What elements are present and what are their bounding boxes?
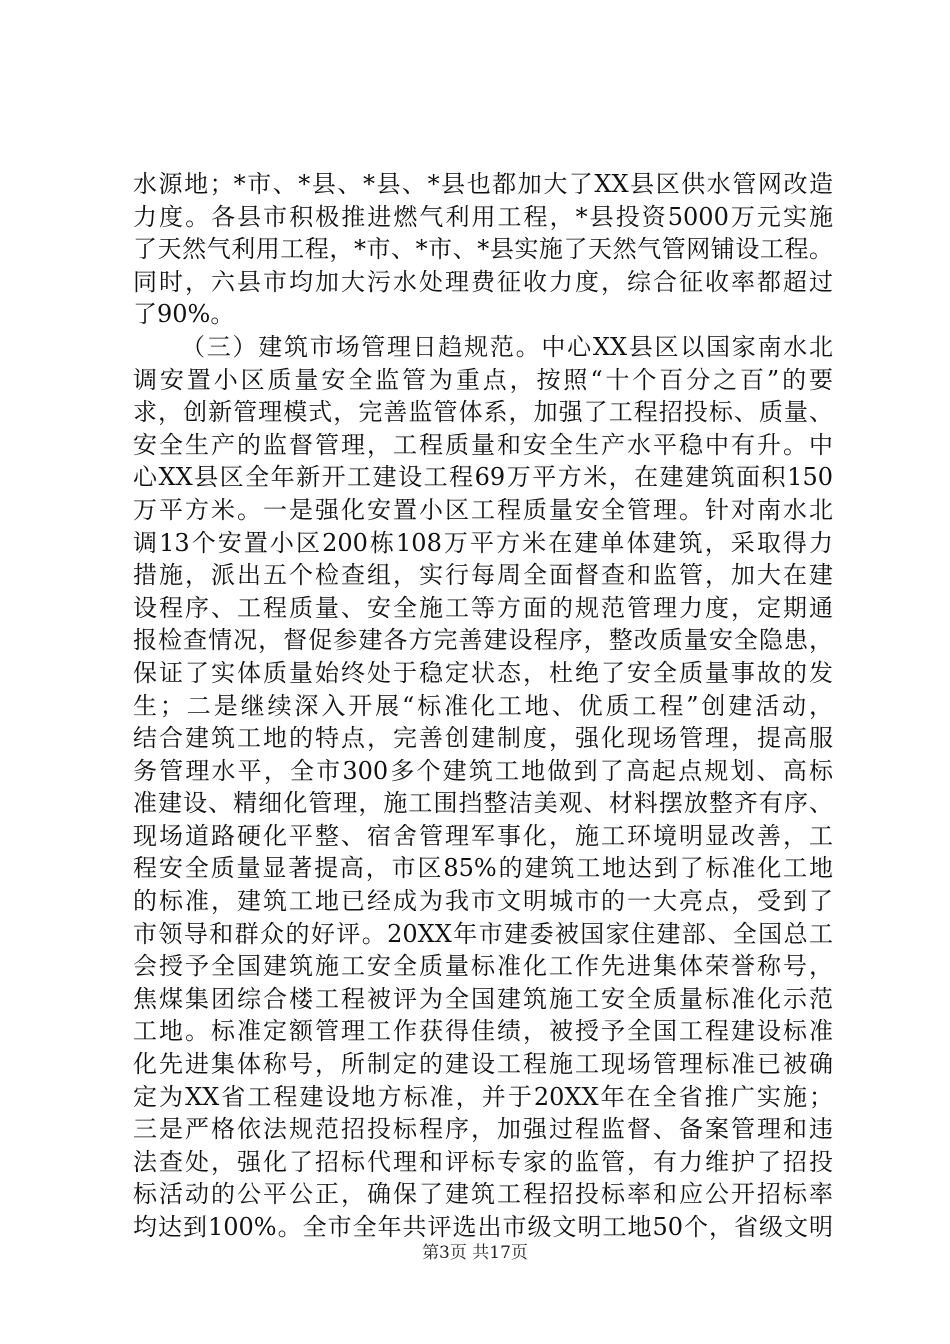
text-line: 化先进集体称号，所制定的建设工程施工现场管理标准已被确 [133, 1050, 833, 1079]
text-line: 调安置小区质量安全监管为重点，按照“十个百分之百”的要 [133, 365, 833, 394]
text-line: 法查处，强化了招标代理和评标专家的监管，有力维护了招投 [133, 1147, 833, 1176]
text-line: 工地。标准定额管理工作获得佳绩，被授予全国工程建设标准 [133, 1017, 833, 1046]
text-line: 设程序、工程质量、安全施工等方面的规范管理力度，定期通 [133, 593, 833, 622]
text-line: 万平方米。一是强化安置小区工程质量安全管理。针对南水北 [133, 495, 833, 524]
text-line: 了天然气利用工程，*市、*市、*县实施了天然气管网铺设工程。 [133, 235, 833, 264]
text-line: 会授予全国建筑施工安全质量标准化工作先进集体荣誉称号， [133, 952, 833, 981]
text-line: 同时，六县市均加大污水处理费征收力度，综合征收率都超过 [133, 267, 833, 296]
body-text [133, 168, 833, 1244]
text-line: 安全生产的监督管理，工程质量和安全生产水平稳中有升。中 [133, 430, 833, 459]
text-line: 务管理水平，全市300多个建筑工地做到了高起点规划、高标 [133, 756, 833, 785]
text-line: 措施，派出五个检查组，实行每周全面督查和监管，加大在建 [133, 561, 833, 590]
text-line: 现场道路硬化平整、宿舍管理军事化，施工环境明显改善，工 [133, 821, 833, 850]
text-line: 均达到100%。全市全年共评选出市级文明工地50个，省级文明 [133, 1213, 833, 1241]
text-line: 力度。各县市积极推进燃气利用工程，*县投资5000万元实施 [133, 202, 833, 231]
text-line: 求，创新管理模式，完善监管体系，加强了工程招投标、质量、 [133, 398, 833, 427]
text-line: （三）建筑市场管理日趋规范。中心XX县区以国家南水北 [181, 332, 833, 361]
page-number-footer: 第3页 共17页 [422, 1243, 528, 1263]
text-line: 了90%。 [133, 300, 235, 329]
text-line: 的标准，建筑工地已经成为我市文明城市的一大亮点，受到了 [133, 887, 833, 916]
text-line: 保证了实体质量始终处于稳定状态，杜绝了安全质量事故的发 [133, 658, 833, 687]
text-line: 标活动的公平公正，确保了建筑工程招投标率和应公开招标率 [133, 1180, 833, 1209]
text-line: 焦煤集团综合楼工程被评为全国建筑施工安全质量标准化示范 [133, 984, 833, 1013]
text-line: 结合建筑工地的特点，完善创建制度，强化现场管理，提高服 [133, 724, 833, 753]
text-line: 三是严格依法规范招投标程序，加强过程监督、备案管理和违 [133, 1115, 833, 1144]
text-line: 市领导和群众的好评。20XX年市建委被国家住建部、全国总工 [133, 919, 833, 948]
text-line: 水源地；*市、*县、*县、*县也都加大了XX县区供水管网改造 [133, 170, 833, 198]
text-line: 准建设、精细化管理，施工围挡整洁美观、材料摆放整齐有序、 [133, 789, 833, 818]
text-line: 调13个安置小区200栋108万平方米在建单体建筑，采取得力 [133, 528, 833, 557]
text-line: 心XX县区全年新开工建设工程69万平方米，在建建筑面积150 [133, 463, 833, 492]
text-line: 生；二是继续深入开展“标准化工地、优质工程”创建活动， [133, 691, 833, 720]
text-line: 程安全质量显著提高，市区85%的建筑工地达到了标准化工地 [133, 854, 833, 883]
text-line: 定为XX省工程建设地方标准，并于20XX年在全省推广实施； [133, 1082, 833, 1111]
text-line: 报检查情况，督促参建各方完善建设程序，整改质量安全隐患， [133, 626, 833, 655]
